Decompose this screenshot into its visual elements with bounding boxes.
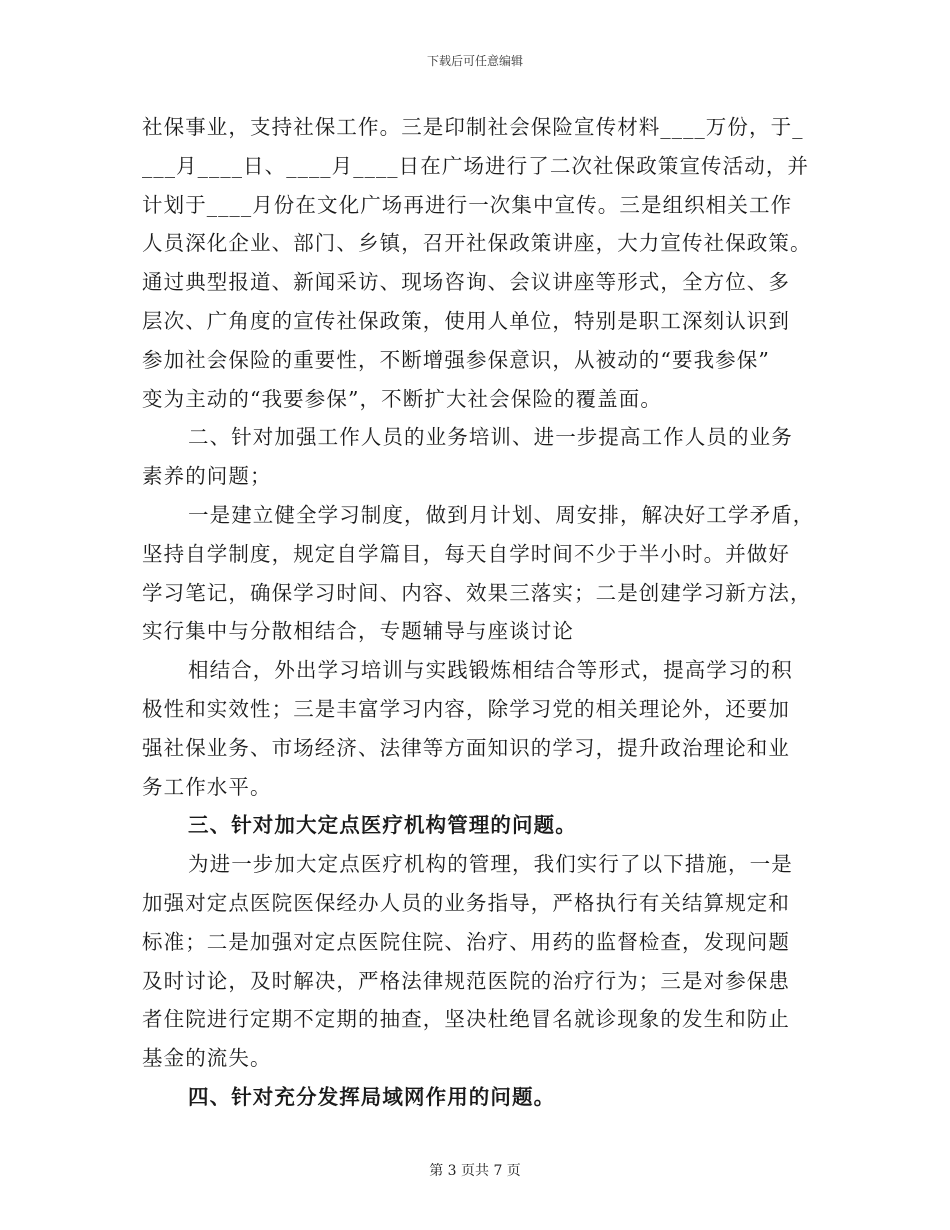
paragraph-line: 社保事业，支持社保工作。三是印制社会保险宣传材料____万份，于_ xyxy=(142,115,804,139)
paragraph-line: 坚持自学制度，规定自学篇目，每天自学时间不少于半小时。并做好 xyxy=(142,541,790,566)
paragraph-line: 参加社会保险的重要性，不断增强参保意识，从被动的“要我参保” xyxy=(142,347,770,372)
paragraph-line: ___月____日、____月____日在广场进行了二次社保政策宣传活动，并 xyxy=(142,153,810,178)
paragraph-line: 标准；二是加强对定点医院住院、治疗、用药的监督检查，发现问题 xyxy=(142,929,790,954)
paragraph-line: 学习笔记，确保学习时间、内容、效果三落实；二是创建学习新方法， xyxy=(142,580,812,605)
paragraph-line: 强社保业务、市场经济、法律等方面知识的学习，提升政治理论和业 xyxy=(142,735,790,760)
section-heading-line: 三、针对加大定点医疗机构管理的问题。 xyxy=(188,813,577,838)
paragraph-line: 极性和实效性；三是丰富学习内容，除学习党的相关理论外，还要加 xyxy=(142,696,790,721)
paragraph-line: 加强对定点医院医保经办人员的业务指导，严格执行有关结算规定和 xyxy=(142,890,790,915)
paragraph-line: 实行集中与分散相结合，专题辅导与座谈讨论 xyxy=(142,619,574,644)
paragraph-line: 务工作水平。 xyxy=(142,774,272,799)
paragraph-line: 层次、广角度的宣传社保政策，使用人单位，特别是职工深刻认识到 xyxy=(142,308,790,333)
paragraph-line: 人员深化企业、部门、乡镇，召开社保政策讲座，大力宣传社保政策。 xyxy=(142,231,812,256)
paragraph-line: 相结合，外出学习培训与实践锻炼相结合等形式，提高学习的积 xyxy=(188,658,793,683)
paragraph-line: 基金的流失。 xyxy=(142,1046,272,1071)
page-footer: 第 3 页共 7 页 xyxy=(429,1163,521,1179)
page-header: 下载后可任意编辑 xyxy=(426,54,523,68)
paragraph-line: 素养的问题； xyxy=(142,464,272,489)
paragraph-line: 计划于____月份在文化广场再进行一次集中宣传。三是组织相关工作 xyxy=(142,192,793,217)
document-body xyxy=(142,108,815,1117)
paragraph-line: 及时讨论，及时解决，严格法律规范医院的治疗行为；三是对参保患 xyxy=(142,968,790,993)
paragraph-line: 一是建立健全学习制度，做到月计划、周安排，解决好工学矛盾， xyxy=(188,502,815,527)
section-heading-line: 四、针对充分发挥局域网作用的问题。 xyxy=(188,1084,556,1109)
paragraph-line: 通过典型报道、新闻采访、现场咨询、会议讲座等形式，全方位、多 xyxy=(142,270,790,295)
paragraph-line: 变为主动的“我要参保”，不断扩大社会保险的覆盖面。 xyxy=(142,386,662,411)
paragraph-line: 为进一步加大定点医疗机构的管理，我们实行了以下措施，一是 xyxy=(188,852,793,877)
paragraph-line: 者住院进行定期不定期的抽查，坚决杜绝冒名就诊现象的发生和防止 xyxy=(142,1007,790,1032)
paragraph-line: 二、针对加强工作人员的业务培训、进一步提高工作人员的业务 xyxy=(188,425,793,450)
